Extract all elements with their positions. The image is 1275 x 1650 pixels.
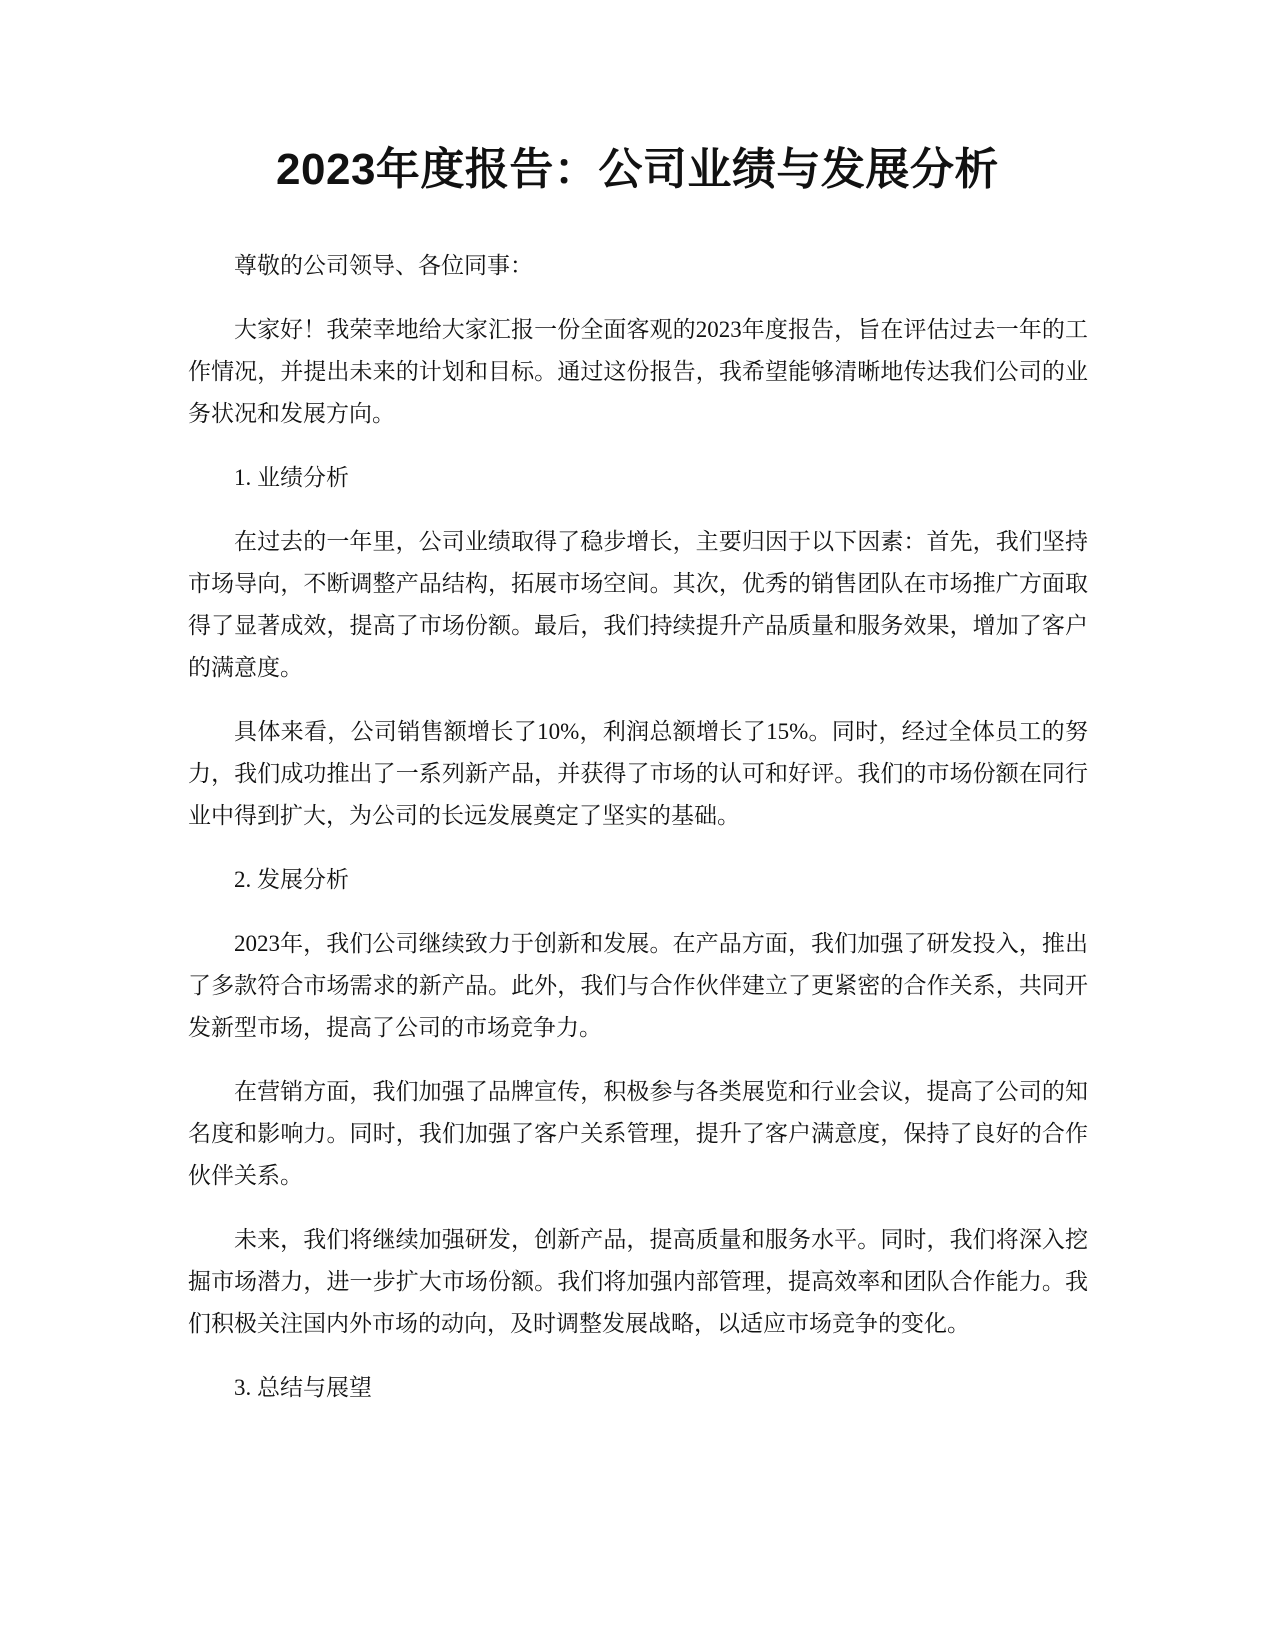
section-heading-summary: 3. 总结与展望 (234, 1375, 372, 1400)
document-body (188, 245, 1088, 1431)
performance-paragraph-1: 在过去的一年里，公司业绩取得了稳步增长，主要归因于以下因素：首先，我们坚持市场导向，不断调整产品结构，拓展市场空间。其次，优秀的销售团队在市场推广方面取得了显著成效，提高了市场份额。最后，我们持续提升产品质量和服务效果，增加了客户的满意度。 (188, 529, 1088, 680)
document-title: 2023年度报告：公司业绩与发展分析 (276, 145, 999, 194)
development-paragraph-2: 在营销方面，我们加强了品牌宣传，积极参与各类展览和行业会议，提高了公司的知名度和影响力。同时，我们加强了客户关系管理，提升了客户满意度，保持了良好的合作伙伴关系。 (188, 1079, 1088, 1188)
section-heading-development: 2. 发展分析 (234, 867, 349, 892)
section-heading-performance: 1. 业绩分析 (234, 465, 349, 490)
performance-paragraph-2: 具体来看，公司销售额增长了10%，利润总额增长了15%。同时，经过全体员工的努力，我们成功推出了一系列新产品，并获得了市场的认可和好评。我们的市场份额在同行业中得到扩大，为公司的长远发展奠定了坚实的基础。 (188, 719, 1088, 828)
development-paragraph-3: 未来，我们将继续加强研发，创新产品，提高质量和服务水平。同时，我们将深入挖掘市场潜力，进一步扩大市场份额。我们将加强内部管理，提高效率和团队合作能力。我们积极关注国内外市场的动向，及时调整发展战略，以适应市场竞争的变化。 (188, 1227, 1088, 1336)
intro-paragraph: 大家好！我荣幸地给大家汇报一份全面客观的2023年度报告，旨在评估过去一年的工作情况，并提出未来的计划和目标。通过这份报告，我希望能够清晰地传达我们公司的业务状况和发展方向。 (188, 317, 1088, 426)
development-paragraph-1: 2023年，我们公司继续致力于创新和发展。在产品方面，我们加强了研发投入，推出了多款符合市场需求的新产品。此外，我们与合作伙伴建立了更紧密的合作关系，共同开发新型市场，提高了公司的市场竞争力。 (188, 931, 1088, 1040)
salutation: 尊敬的公司领导、各位同事： (234, 253, 533, 278)
